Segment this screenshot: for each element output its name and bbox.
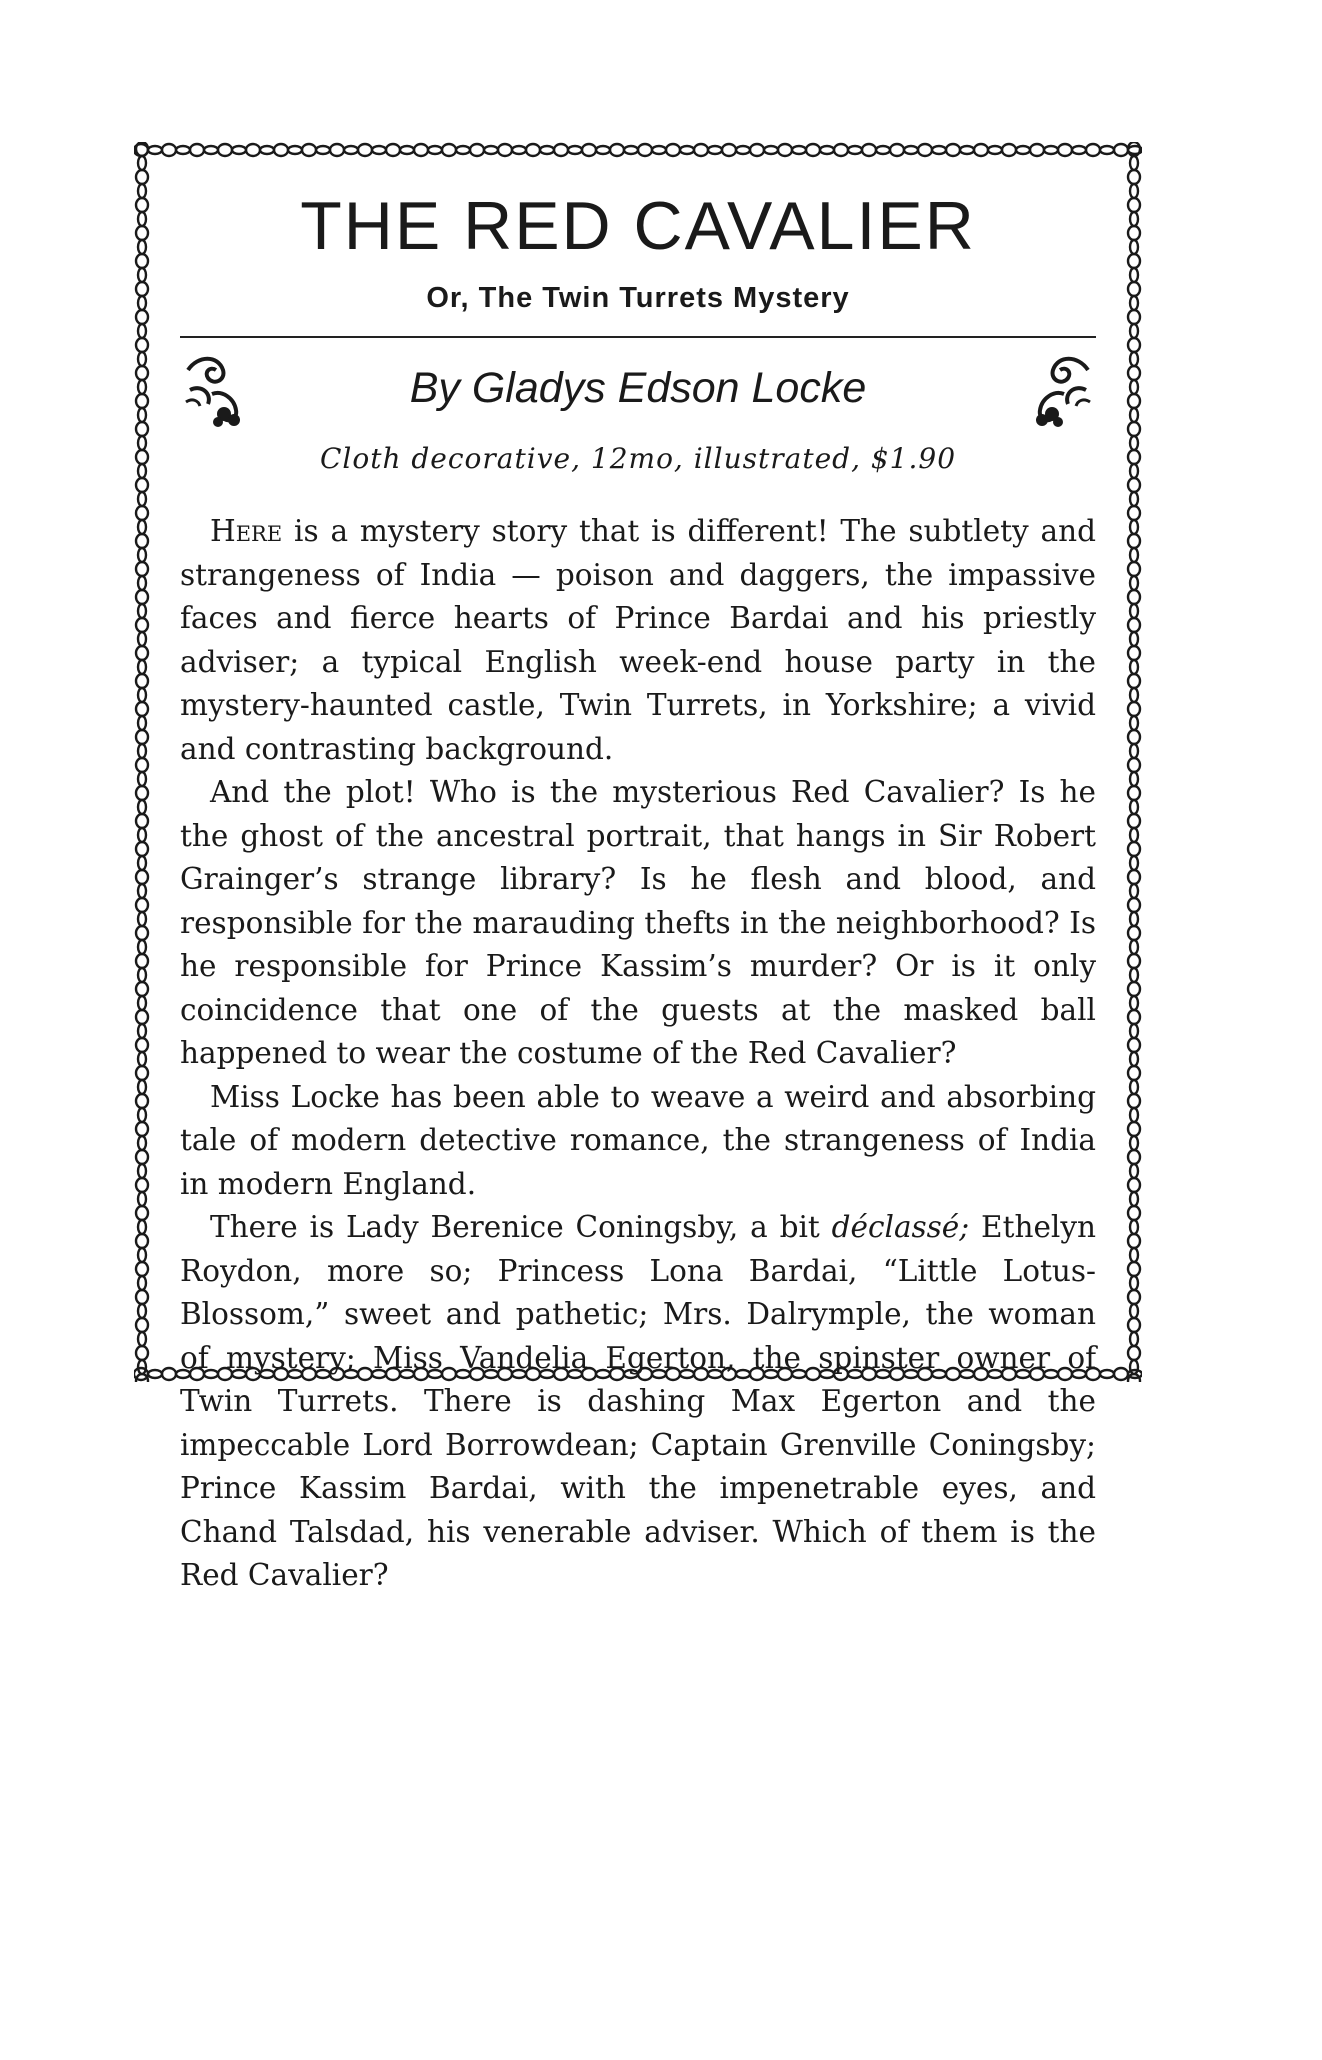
chain-link [1130, 800, 1138, 814]
chain-link [138, 1248, 146, 1262]
chain-link [1128, 702, 1140, 716]
chain-link [1128, 842, 1140, 856]
chain-link [1128, 534, 1140, 548]
chain-link [876, 146, 890, 154]
chain-link [136, 478, 148, 492]
chain-link [136, 842, 148, 856]
chain-link [890, 144, 904, 156]
chain-link [1128, 1038, 1140, 1052]
chain-link [138, 688, 146, 702]
chain-link [1130, 604, 1138, 618]
chain-link [136, 730, 148, 744]
chain-link [1086, 144, 1100, 156]
chain-border-top [134, 142, 1142, 158]
chain-link [138, 1360, 146, 1374]
chain-link [1130, 660, 1138, 674]
chain-link [136, 814, 148, 828]
chain-link [498, 144, 512, 156]
chain-link [904, 146, 918, 154]
chain-link [1130, 1276, 1138, 1290]
chain-link [302, 144, 316, 156]
chain-link [1128, 1150, 1140, 1164]
chain-link [1128, 338, 1140, 352]
chain-link [1130, 1052, 1138, 1066]
author-byline: By Gladys Edson Locke [409, 364, 867, 412]
chain-link [136, 1150, 148, 1164]
chain-link [1130, 856, 1138, 870]
chain-link [932, 146, 946, 154]
chain-link [750, 144, 764, 156]
chain-link [138, 912, 146, 926]
decorative-frame [134, 142, 1142, 1592]
chain-link [1128, 814, 1140, 828]
chain-link [596, 146, 610, 154]
chain-link [666, 144, 680, 156]
chain-link [512, 146, 526, 154]
chain-border-left [134, 142, 150, 1382]
chain-link [136, 702, 148, 716]
chain-link [288, 146, 302, 154]
chain-link [138, 828, 146, 842]
chain-link [136, 1318, 148, 1332]
chain-link [138, 492, 146, 506]
chain-link [1128, 422, 1140, 436]
chain-link [136, 758, 148, 772]
chain-link [1072, 146, 1086, 154]
chain-link [1130, 1360, 1138, 1374]
chain-link [442, 144, 456, 156]
chain-link [680, 146, 694, 154]
chain-link [1128, 870, 1140, 884]
chain-link [652, 146, 666, 154]
paragraph-2: And the plot! Who is the mysterious Red Cavalier? Is he the ghost of the ancestral portrait, that hangs in Sir Robert Grainger’s strange library? Is he flesh and blood, and responsible for the marauding thefts in the neighborhood? Is he responsible for Prince Kassim’s murder? Or is it only coincidence that one of the guests at the masked ball happened to wear the costume of the Red Cavalier? [180, 775, 1096, 1070]
chain-link [136, 142, 148, 156]
chain-link [1130, 520, 1138, 534]
chain-link [372, 146, 386, 154]
chain-link [136, 926, 148, 940]
chain-link [136, 338, 148, 352]
chain-link [138, 632, 146, 646]
chain-link [138, 1108, 146, 1122]
chain-link [764, 146, 778, 154]
chain-link [136, 590, 148, 604]
chain-link [138, 940, 146, 954]
chain-link [694, 144, 708, 156]
chain-link [1130, 156, 1138, 170]
chain-link [1130, 548, 1138, 562]
chain-link [138, 576, 146, 590]
chain-link [190, 144, 204, 156]
chain-link [136, 422, 148, 436]
chain-link [1130, 1108, 1138, 1122]
chain-link [136, 1094, 148, 1108]
chain-link [1130, 1220, 1138, 1234]
chain-link [1016, 146, 1030, 154]
chain-link [218, 144, 232, 156]
chain-link [1128, 758, 1140, 772]
chain-link [736, 146, 750, 154]
chain-link [988, 146, 1002, 154]
paragraph-1 [180, 510, 1096, 771]
chain-link [136, 1066, 148, 1080]
paragraph-1-text: is a mystery story that is different! The subtlety and strangeness of India — poison and daggers, the impassive faces and fierce hearts of Prince Bardai and his priestly adviser; a typical English week-end house party in the mystery-haunted castle, Twin Turrets, in Yorkshire; a vivid and contrasting background. [180, 514, 1096, 766]
chain-link [136, 674, 148, 688]
chain-link [1128, 674, 1140, 688]
chain-link [138, 324, 146, 338]
chain-link [1130, 940, 1138, 954]
chain-link [1128, 1122, 1140, 1136]
chain-link [138, 1220, 146, 1234]
chain-link [1130, 492, 1138, 506]
chain-link [862, 144, 876, 156]
chain-link [136, 870, 148, 884]
chain-link [848, 146, 862, 154]
chain-link [330, 144, 344, 156]
chain-link [1128, 562, 1140, 576]
chain-link [1128, 1290, 1140, 1304]
chain-link [1128, 618, 1140, 632]
chain-link [1130, 1024, 1138, 1038]
chain-link [1130, 744, 1138, 758]
chain-link [820, 146, 834, 154]
chain-link [1130, 576, 1138, 590]
chain-link [138, 744, 146, 758]
chain-link [470, 144, 484, 156]
chain-link [1128, 1346, 1140, 1360]
chain-link [386, 144, 400, 156]
chain-link [138, 268, 146, 282]
chain-link [138, 1052, 146, 1066]
paragraph-3: Miss Locke has been able to weave a weird and absorbing tale of modern detective romance, the strangeness of India in modern England. [180, 1079, 1096, 1201]
description-body [180, 510, 1096, 1598]
chain-link [138, 660, 146, 674]
chain-link [136, 982, 148, 996]
chain-link [138, 1080, 146, 1094]
chain-link [1130, 996, 1138, 1010]
chain-link [1044, 146, 1058, 154]
chain-link [204, 146, 218, 154]
chain-link [1130, 828, 1138, 842]
chain-link [582, 144, 596, 156]
chain-link [148, 1370, 162, 1378]
chain-link [138, 1136, 146, 1150]
chain-link [526, 144, 540, 156]
chain-border-right [1126, 142, 1142, 1382]
chain-link [1128, 982, 1140, 996]
chain-link [1100, 146, 1114, 154]
chain-link [540, 146, 554, 154]
chain-link [456, 146, 470, 154]
chain-link [136, 646, 148, 660]
chain-link [136, 1374, 148, 1382]
chain-link [1128, 1010, 1140, 1024]
chain-link [414, 144, 428, 156]
chain-link [136, 1206, 148, 1220]
chain-link [624, 146, 638, 154]
chain-link [138, 772, 146, 786]
chain-link [1128, 898, 1140, 912]
chain-link [136, 1010, 148, 1024]
chain-link [162, 1368, 176, 1380]
paragraph-4-text-a: There is Lady Berenice Coningsby, a bit [210, 1210, 832, 1244]
chain-link [162, 144, 176, 156]
chain-link [138, 1192, 146, 1206]
chain-link [136, 786, 148, 800]
chain-link [1130, 1332, 1138, 1346]
paragraph-4-italic: déclassé; [831, 1210, 970, 1244]
book-title: THE RED CAVALIER [300, 188, 976, 264]
chain-link [1128, 478, 1140, 492]
chain-link [246, 144, 260, 156]
paragraph-4-text-b: Ethelyn Roydon, more so; Princess Lona Bardai, “Little Lotus-Blossom,” sweet and pathetic; Mrs. Dalrymple, the woman of mystery; Miss Vandelia Egerton, the spinster owner of Twin Turrets. There is dashing Max Egerton and the impeccable Lord Borrowdean; Captain Grenville Coningsby; Prince Kassim Bardai, with the impenetrable eyes, and Chand Talsdad, his venerable adviser. Which of them is the Red Cavalier? [180, 1210, 1097, 1592]
chain-link [136, 954, 148, 968]
chain-link [792, 146, 806, 154]
chain-link [400, 146, 414, 154]
chain-link [1128, 786, 1140, 800]
chain-link [946, 144, 960, 156]
chain-link [1058, 144, 1072, 156]
chain-link [1128, 926, 1140, 940]
chain-link [1130, 912, 1138, 926]
chain-link [806, 144, 820, 156]
chain-link [1130, 772, 1138, 786]
chain-link [1128, 1178, 1140, 1192]
chain-link [1130, 324, 1138, 338]
chain-link [136, 534, 148, 548]
paragraph-4 [180, 1206, 1096, 1598]
chain-link [260, 146, 274, 154]
chain-link [722, 144, 736, 156]
chain-link [136, 506, 148, 520]
chain-link [1130, 1192, 1138, 1206]
chain-link [1128, 646, 1140, 660]
divider-rule [180, 336, 1096, 338]
chain-link [138, 1304, 146, 1318]
chain-link [708, 146, 722, 154]
chain-link [1130, 968, 1138, 982]
chain-link [1128, 506, 1140, 520]
chain-link [1128, 1206, 1140, 1220]
chain-link [138, 548, 146, 562]
chain-link [138, 856, 146, 870]
chain-link [138, 604, 146, 618]
chain-link [610, 144, 624, 156]
chain-link [834, 144, 848, 156]
chain-link [136, 1122, 148, 1136]
chain-link [176, 146, 190, 154]
chain-link [1130, 1248, 1138, 1262]
chain-link [1130, 884, 1138, 898]
chain-link [1128, 1262, 1140, 1276]
chain-link [138, 716, 146, 730]
chain-link [138, 1024, 146, 1038]
chain-link [138, 968, 146, 982]
chain-link [136, 1178, 148, 1192]
chain-link [136, 1234, 148, 1248]
chain-link [568, 146, 582, 154]
chain-link [138, 156, 146, 170]
chain-link [136, 1038, 148, 1052]
chain-link [1130, 1164, 1138, 1178]
chain-link [358, 144, 372, 156]
chain-link [1128, 1094, 1140, 1108]
chain-link [1128, 730, 1140, 744]
chain-link [428, 146, 442, 154]
book-subtitle: Or, The Twin Turrets Mystery [426, 282, 850, 314]
chain-link [1128, 142, 1140, 156]
chain-link [554, 144, 568, 156]
chain-link [1030, 144, 1044, 156]
chain-link [136, 170, 148, 184]
chain-link [136, 618, 148, 632]
chain-link [136, 1262, 148, 1276]
chain-link [138, 1164, 146, 1178]
chain-link [138, 996, 146, 1010]
chain-link [316, 146, 330, 154]
chain-link [274, 144, 288, 156]
chain-link [1128, 1066, 1140, 1080]
chain-link [138, 1276, 146, 1290]
chain-link [1130, 1304, 1138, 1318]
chain-link [136, 562, 148, 576]
chain-link [138, 520, 146, 534]
chain-link [778, 144, 792, 156]
paragraph-lead: Here [210, 514, 283, 548]
chain-link [484, 146, 498, 154]
chain-link [138, 800, 146, 814]
chain-link [1130, 716, 1138, 730]
chain-link [1130, 1080, 1138, 1094]
chain-link [136, 1346, 148, 1360]
chain-link [1002, 144, 1016, 156]
chain-link [1128, 954, 1140, 968]
chain-link [148, 146, 162, 154]
chain-link [136, 1290, 148, 1304]
chain-link [1128, 590, 1140, 604]
chain-link [136, 898, 148, 912]
chain-link [638, 144, 652, 156]
chain-link [1130, 268, 1138, 282]
chain-link [138, 1332, 146, 1346]
chain-link [138, 884, 146, 898]
chain-link [344, 146, 358, 154]
chain-link [1130, 688, 1138, 702]
edition-details: Cloth decorative, 12mo, illustrated, $1.90 [319, 442, 957, 475]
chain-link [1130, 1136, 1138, 1150]
chain-link [1100, 1370, 1114, 1378]
chain-link [1128, 170, 1140, 184]
chain-link [1128, 1318, 1140, 1332]
chain-link [960, 146, 974, 154]
chain-link [1130, 632, 1138, 646]
chain-link [1128, 1234, 1140, 1248]
chain-link [918, 144, 932, 156]
chain-link [1128, 1374, 1140, 1382]
chain-link [232, 146, 246, 154]
chain-link [974, 144, 988, 156]
